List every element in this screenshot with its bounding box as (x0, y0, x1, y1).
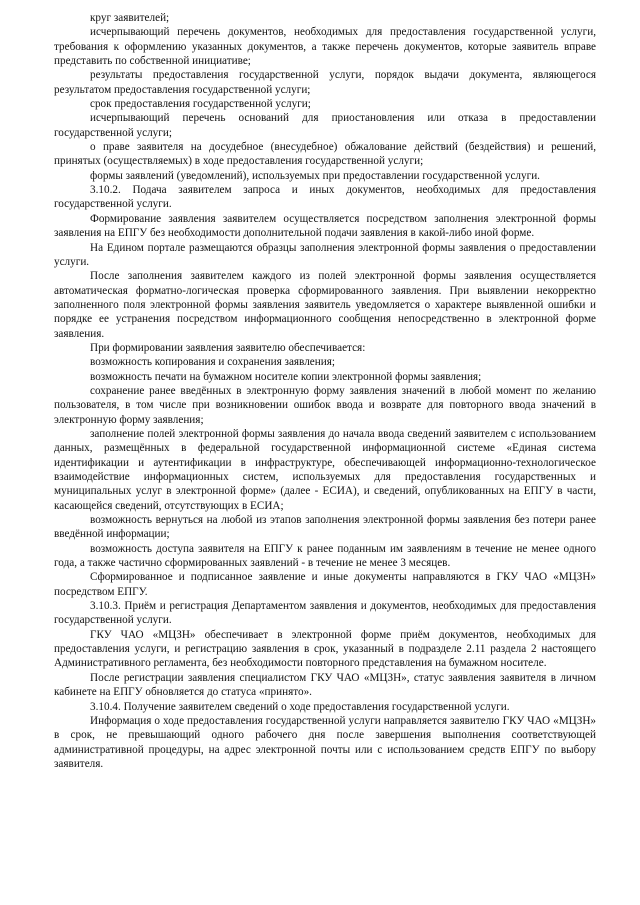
section-heading: 3.10.4. Получение заявителем сведений о ходе предоставления государственной услуги. (90, 700, 510, 713)
paragraph: возможность печати на бумажном носителе копии электронной формы заявления; (90, 370, 482, 383)
paragraph: исчерпывающий перечень оснований для приостановления или отказа в предоставлении государственной услуги; (54, 112, 596, 139)
document-page (54, 11, 596, 771)
paragraph: Информация о ходе предоставления государственной услуги направляется заявителю ГКУ ЧАО «МЦЗН» в срок, не превышающий одного рабочего дня после завершения выполнения соответствующей административной процедуры, на адрес электронной почты или с использованием средств ЕПГУ по выбору заявителя. (54, 714, 596, 770)
paragraph: После заполнения заявителем каждого из полей электронной формы заявления осуществляется автоматическая форматно-логическая проверка сформированного заявления. При выявлении некорректно заполненного поля электронной формы заявления заявитель уведомляется о характере выявленной ошибки и порядке ее устранения посредством информационного сообщения непосредственно в электронной форме заявления. (54, 270, 596, 340)
section-heading: 3.10.3. Приём и регистрация Департаментом заявления и документов, необходимых для предоставления государственной услуги. (54, 600, 596, 627)
section-heading: 3.10.2. Подача заявителем запроса и иных документов, необходимых для предоставления государственной услуги. (54, 184, 596, 211)
paragraph: возможность вернуться на любой из этапов заполнения электронной формы заявления без потери ранее введённой информации; (54, 514, 596, 541)
paragraph: заполнение полей электронной формы заявления до начала ввода сведений заявителем с использованием данных, размещённых в федеральной государственной информационной системе «Единая система идентификации и аутентификации в инфраструктуре, обеспечивающей информационно-технологическое взаимодействие информационных систем, используемых для предоставления государственных и муниципальных услуг в электронной форме» (далее - ЕСИА), и сведений, опубликованных на ЕПГУ в части, касающейся сведений, отсутствующих в ЕСИА; (54, 427, 596, 512)
paragraph: Формирование заявления заявителем осуществляется посредством заполнения электронной формы заявления на ЕПГУ без необходимости дополнительной подачи заявления в какой-либо иной форме. (54, 212, 596, 240)
paragraph: срок предоставления государственной услуги; (90, 98, 311, 111)
paragraph: результаты предоставления государственной услуги, порядок выдачи документа, являющегося результатом предоставления государственной услуги; (54, 69, 596, 96)
paragraph: После регистрации заявления специалистом ГКУ ЧАО «МЦЗН», статус заявления заявителя в личном кабинете на ЕПГУ обновляется до статуса «принято». (54, 671, 596, 699)
paragraph: о праве заявителя на досудебное (внесудебное) обжалование действий (бездействия) и решений, принятых (осуществляемых) в ходе предоставления государственной услуги; (54, 141, 596, 168)
paragraph: исчерпывающий перечень документов, необходимых для предоставления государственной услуги, требования к оформлению указанных документов, а также перечень документов, которые заявитель вправе представить по собственной инициативе; (54, 26, 596, 68)
paragraph: При формировании заявления заявителю обеспечивается: (90, 341, 366, 354)
paragraph: На Едином портале размещаются образцы заполнения электронной формы заявления о предоставлении услуги. (54, 241, 596, 268)
paragraph: Сформированное и подписанное заявление и иные документы направляются в ГКУ ЧАО «МЦЗН» посредством ЕПГУ. (54, 571, 596, 598)
paragraph: возможность копирования и сохранения заявления; (90, 356, 335, 369)
paragraph: формы заявлений (уведомлений), используемых при предоставлении государственной услуги. (90, 169, 540, 182)
paragraph: сохранение ранее введённых в электронную форму заявления значений в любой момент по желанию пользователя, в том числе при возникновении ошибок ввода и возврате для повторного ввода значений в электронную форму заявления; (54, 384, 596, 426)
paragraph: круг заявителей; (90, 12, 170, 24)
paragraph: возможность доступа заявителя на ЕПГУ к ранее поданным им заявлениям в течение не менее одного года, а также частично сформированных заявлений - в течение не менее 3 месяцев. (54, 542, 596, 570)
paragraph: ГКУ ЧАО «МЦЗН» обеспечивает в электронной форме приём документов, необходимых для предоставления услуги, и регистрацию заявления в срок, указанный в подразделе 2.11 раздела 2 настоящего Административного регламента, без необходимости повторного представления на бумажном носителе. (54, 628, 596, 670)
